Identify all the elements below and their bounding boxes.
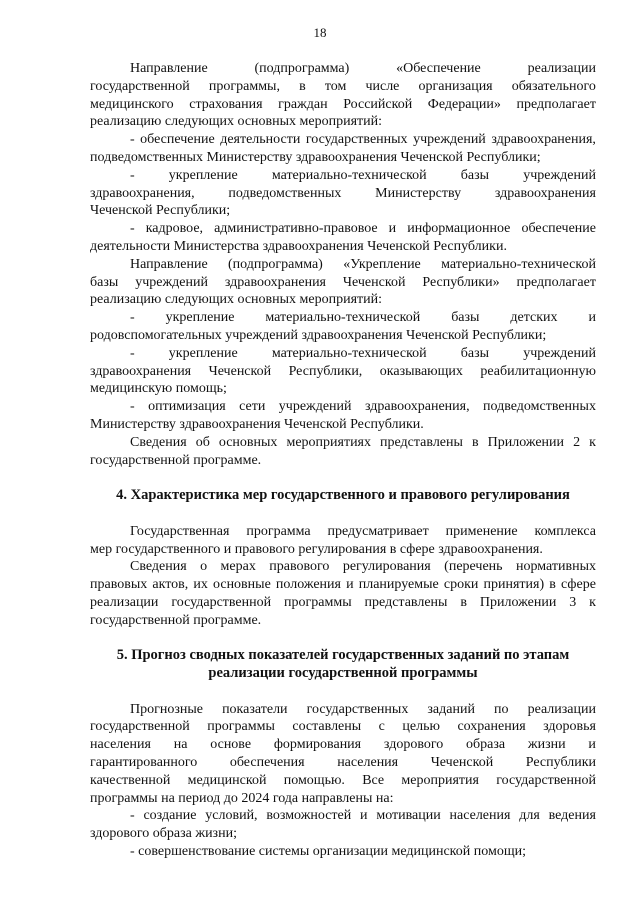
paragraph: [90, 558, 596, 629]
text-line: Государственная программа предусматривает применение комплекса: [130, 523, 596, 539]
text-line: - кадровое, административно-правовое и информационное обеспечение: [130, 221, 596, 237]
list-item: [90, 807, 596, 843]
text-line: Чеченской Республики;: [90, 203, 231, 219]
text-line: Направление (подпрограмма) «Укрепление материально-технической: [130, 256, 596, 272]
text-line: здравоохранения Чеченской Республики, оказывающих реабилитационную: [90, 363, 596, 379]
text-line: государственной программы, в том числе организация обязательного: [90, 78, 596, 94]
text-line: медицинскую помощь;: [90, 381, 227, 397]
text-line: Министерству здравоохранения Чеченской Республики.: [90, 416, 424, 432]
text-line: программы на период до 2024 года направлены на:: [90, 790, 394, 806]
paragraph: [90, 434, 596, 470]
text-line: здравоохранения, подведомственных Министерству здравоохранения: [90, 185, 596, 201]
text-line: государственной программе.: [90, 612, 262, 628]
list-item: [90, 167, 596, 220]
text-line: населения на основе формирования здорового образа жизни и: [90, 737, 596, 753]
text-line: подведомственных Министерству здравоохранения Чеченской Республики;: [90, 149, 541, 165]
text-line: Сведения о мерах правового регулирования (перечень нормативных: [130, 559, 596, 575]
list-item: [90, 398, 596, 434]
text-line: мер государственного и правового регулирования в сфере здравоохранения.: [90, 541, 543, 557]
section-heading: 4. Характеристика мер государственного и правового регулирования: [116, 487, 570, 504]
text-line: - укрепление материально-технической базы детских и: [130, 310, 596, 326]
section-heading: 5. Прогноз сводных показателей государственных заданий по этапам: [116, 647, 570, 664]
section-heading: реализации государственной программы: [208, 665, 478, 682]
list-item: [90, 843, 596, 861]
text-line: Прогнозные показатели государственных заданий по реализации: [130, 701, 596, 717]
list-item: [90, 220, 596, 256]
text-line: - совершенствование системы организации медицинской помощи;: [130, 844, 526, 860]
text-line: базы учреждений здравоохранения Чеченской Республики» предполагает: [90, 274, 596, 290]
text-line: Направление (подпрограмма) «Обеспечение реализации: [130, 61, 596, 76]
text-line: родовспомогательных учреждений здравоохранения Чеченской Республики;: [90, 327, 547, 343]
text-line: правовых актов, их основные положения и планируемые сроки принятия) в сфере: [90, 577, 596, 593]
text-line: реализации государственной программы представлены в Приложении 3 к: [90, 594, 596, 610]
text-line: медицинского страхования граждан Российской Федерации» предполагает: [90, 96, 596, 112]
list-item: [90, 131, 596, 167]
paragraph: [90, 701, 596, 808]
page-number: 18: [313, 25, 327, 40]
text-line: государственной программе.: [90, 452, 262, 468]
text-line: реализацию следующих основных мероприятий:: [90, 114, 383, 130]
text-line: - создание условий, возможностей и мотивации населения для ведения: [130, 808, 596, 824]
text-line: гарантированного обеспечения населения Чеченской Республики: [90, 755, 596, 771]
document-body: [90, 60, 596, 861]
list-item: [90, 345, 596, 398]
paragraph: [90, 523, 596, 559]
paragraph: [90, 256, 596, 309]
text-line: здорового образа жизни;: [90, 826, 237, 842]
text-line: государственной программы составлены с целью сохранения здоровья: [90, 719, 596, 735]
text-line: реализацию следующих основных мероприятий:: [90, 292, 383, 308]
text-line: - укрепление материально-технической базы учреждений: [130, 167, 596, 183]
text-line: качественной медицинской помощью. Все мероприятия государственной: [90, 772, 596, 788]
text-line: - обеспечение деятельности государственных учреждений здравоохранения,: [130, 132, 596, 148]
text-line: Сведения об основных мероприятиях представлены в Приложении 2 к: [130, 434, 596, 450]
paragraph: [90, 60, 596, 131]
text-line: - оптимизация сети учреждений здравоохранения, подведомственных: [130, 399, 596, 415]
text-line: деятельности Министерства здравоохранения Чеченской Республики.: [90, 238, 507, 254]
list-item: [90, 309, 596, 345]
text-line: - укрепление материально-технической базы учреждений: [130, 345, 596, 361]
